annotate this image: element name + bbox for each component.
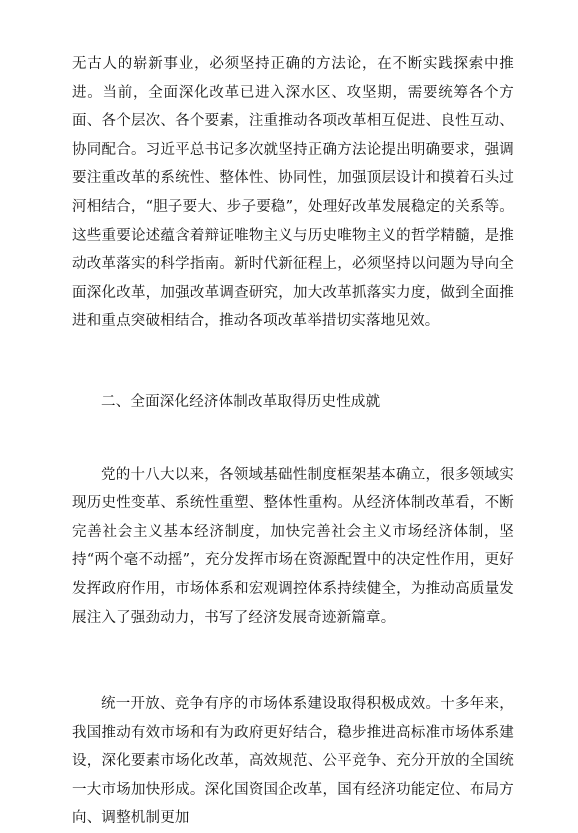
- paragraph-spacer: [72, 417, 514, 461]
- paragraph-spacer: [72, 336, 514, 388]
- body-paragraph-continued: 无古人的崭新事业，必须坚持正确的方法论，在不断实践探索中推进。当前，全面深化改革已进入深水区、攻坚期，需要统筹各个方面、各个层次、各个要素，注重推动各项改革相互促进、良性互动、协同配合。习近平总书记多次就坚持正确方法论提出明确要求，强调要注重改革的系统性、整体性、协同性，加强顶层设计和摸着石头过河相结合，“胆子要大、步子要稳”，处理好改革发展稳定的关系等。这些重要论述蕴含着辩证唯物主义与历史唯物主义的哲学精髓，是推动改革落实的科学指南。新时代新征程上，必须坚持以问题为导向全面深化改革，加强改革调查研究，加大改革抓落实力度，做到全面推进和重点突破相结合，推动各项改革举措切实落地见效。: [72, 56, 514, 330]
- document-page: [72, 50, 514, 833]
- body-paragraph: 统一开放、竞争有序的市场体系建设取得积极成效。十多年来，我国推动有效市场和有为政府更好结合，稳步推进高标准市场体系建设，深化要素市场化改革，高效规范、公平竞争、充分开放的全国统一大市场加快形成。深化国资国企改革，国有经济功能定位、布局方向、调整机制更加: [72, 696, 514, 827]
- body-paragraph: 党的十八大以来，各领域基础性制度框架基本确立，很多领域实现历史性变革、系统性重塑、整体性重构。从经济体制改革看，不断完善社会主义基本经济制度，加快完善社会主义市场经济体制，坚持“两个毫不动摇”，充分发挥市场在资源配置中的决定性作用，更好发挥政府作用，市场体系和宏观调控体系持续健全，为推动高质量发展注入了强劲动力，书写了经济发展奇迹新篇章。: [72, 466, 514, 626]
- paragraph-spacer: [72, 632, 514, 690]
- section-heading: 二、全面深化经济体制改革取得历史性成就: [101, 393, 381, 410]
